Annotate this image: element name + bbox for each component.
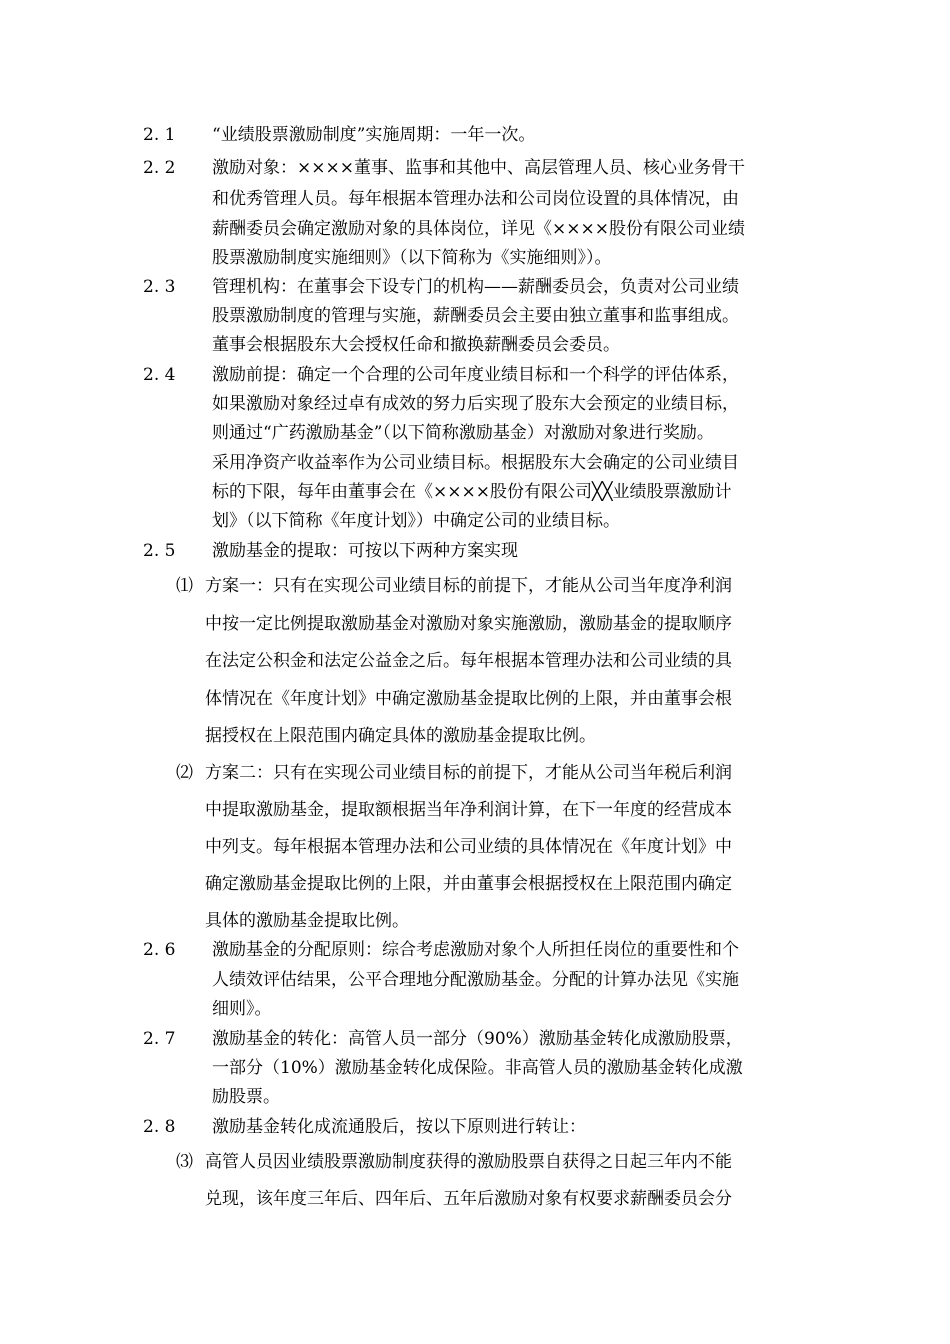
subitem-number: ⑴ xyxy=(176,576,193,596)
section-text-line: 薪酬委员会确定激励对象的具体岗位，详见《××××股份有限公司业绩 xyxy=(212,219,745,239)
subitem-number: ⑶ xyxy=(176,1152,193,1172)
subitem-text-line: 中按一定比例提取激励基金对激励对象实施激励，激励基金的提取顺序 xyxy=(205,614,732,634)
section-text-line: 激励基金转化成流通股后，按以下原则进行转让： xyxy=(212,1117,586,1137)
section-number: 2. 4 xyxy=(143,365,176,385)
section-text-line: 董事会根据股东大会授权任命和撤换薪酬委员会委员。 xyxy=(212,335,620,355)
subitem-text-line: 据授权在上限范围内确定具体的激励基金提取比例。 xyxy=(205,726,596,746)
section-text-line: 激励基金的分配原则：综合考虑激励对象个人所担任岗位的重要性和个 xyxy=(212,940,739,960)
section-text-line: 激励前提：确定一个合理的公司年度业绩目标和一个科学的评估体系， xyxy=(212,365,739,385)
section-number: 2. 7 xyxy=(143,1029,176,1049)
subitem-text-line: 中提取激励基金，提取额根据当年净利润计算，在下一年度的经营成本 xyxy=(205,800,732,820)
section-text-line: 和优秀管理人员。每年根据本管理办法和公司岗位设置的具体情况，由 xyxy=(212,189,739,209)
subitem-number: ⑵ xyxy=(176,763,193,783)
section-number: 2. 1 xyxy=(143,125,176,145)
section-number: 2. 8 xyxy=(143,1117,176,1137)
section-number: 2. 3 xyxy=(143,277,176,297)
section-text-line: 励股票。 xyxy=(212,1087,280,1107)
subitem-text-line: 方案二：只有在实现公司业绩目标的前提下，才能从公司当年税后利润 xyxy=(205,763,732,783)
section-text-line: 激励基金的提取：可按以下两种方案实现 xyxy=(212,541,518,561)
subitem-text-line: 中列支。每年根据本管理办法和公司业绩的具体情况在《年度计划》中 xyxy=(205,837,732,857)
section-text-line: 股票激励制度的管理与实施，薪酬委员会主要由独立董事和监事组成。 xyxy=(212,306,739,326)
section-text-line: 人绩效评估结果，公平合理地分配激励基金。分配的计算办法见《实施 xyxy=(212,970,739,990)
section-text-line: 激励基金的转化：高管人员一部分（90%）激励基金转化成激励股票， xyxy=(212,1029,743,1049)
section-text-line: 一部分（10%）激励基金转化成保险。非高管人员的激励基金转化成激 xyxy=(212,1058,743,1078)
section-text-line: 采用净资产收益率作为公司业绩目标。根据股东大会确定的公司业绩目 xyxy=(212,453,739,473)
section-text-line: 管理机构：在董事会下设专门的机构——薪酬委员会，负责对公司业绩 xyxy=(212,277,739,297)
section-number: 2. 5 xyxy=(143,541,176,561)
subitem-text-line: 确定激励基金提取比例的上限，并由董事会根据授权在上限范围内确定 xyxy=(205,874,732,894)
section-text-line: 激励对象：××××董事、监事和其他中、高层管理人员、核心业务骨干 xyxy=(212,158,745,178)
subitem-text-line: 高管人员因业绩股票激励制度获得的激励股票自获得之日起三年内不能 xyxy=(205,1152,732,1172)
section-text-line: 划》（以下简称《年度计划》）中确定公司的业绩目标。 xyxy=(212,511,620,531)
subitem-text-line: 在法定公积金和法定公益金之后。每年根据本管理办法和公司业绩的具 xyxy=(205,651,732,671)
section-text-line: 标的下限，每年由董事会在《××××股份有限公司╳╳业绩股票激励计 xyxy=(212,482,732,502)
section-text-line: 股票激励制度实施细则》（以下简称为《实施细则》）。 xyxy=(212,248,612,268)
section-text-line: 如果激励对象经过卓有成效的努力后实现了股东大会预定的业绩目标， xyxy=(212,394,739,414)
subitem-text-line: 具体的激励基金提取比例。 xyxy=(205,911,409,931)
section-text-line: 细则》。 xyxy=(212,999,272,1019)
section-number: 2. 2 xyxy=(143,158,176,178)
subitem-text-line: 体情况在《年度计划》中确定激励基金提取比例的上限，并由董事会根 xyxy=(205,689,732,709)
subitem-text-line: 方案一：只有在实现公司业绩目标的前提下，才能从公司当年度净利润 xyxy=(205,576,732,596)
subitem-text-line: 兑现，该年度三年后、四年后、五年后激励对象有权要求薪酬委员会分 xyxy=(205,1189,732,1209)
section-text-line: 则通过“广药激励基金”（以下简称激励基金）对激励对象进行奖励。 xyxy=(212,423,714,443)
section-text-line: “业绩股票激励制度”实施周期：一年一次。 xyxy=(212,125,536,145)
section-number: 2. 6 xyxy=(143,940,176,960)
